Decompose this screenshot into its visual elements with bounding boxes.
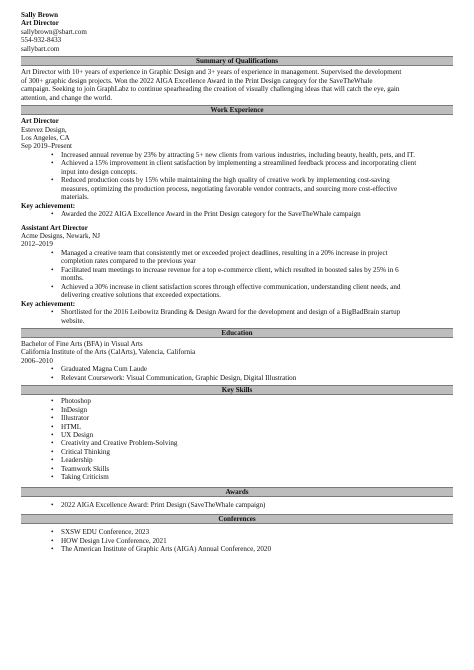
list-item xyxy=(51,266,453,283)
summary-line: Art Director with 10+ years of experience in Graphic Design and 3+ years of experience in management. Supervised the development xyxy=(21,68,402,77)
contact-email: sallybrown@sbart.com xyxy=(21,27,87,36)
contact-phone: 554-932-8433 xyxy=(21,36,62,45)
list-item-line: • Achieved a 30% increase in client satisfaction scores through effective communication, understanding client needs, and xyxy=(61,282,401,291)
resume-header xyxy=(21,11,453,53)
education-school: California Institute of the Arts (CalArts), Valencia, California xyxy=(21,348,196,357)
list-item-line: • Awarded the 2022 AIGA Excellence Award in the Print Design category for the SaveTheWhale campaign xyxy=(61,210,361,219)
list-item-line: measures, optimizing the production process, negotiating favorable vendor contracts, and sourcing more cost-effective xyxy=(61,184,398,193)
contact-website: sallybart.com xyxy=(21,44,60,53)
list-item-line: • Managed a creative team that consistently met or exceeded project deadlines, resulting in a 20% increase in project xyxy=(61,248,388,257)
list-item: • SXSW EDU Conference, 2023 xyxy=(51,528,453,536)
list-item-line: • Achieved a 15% improvement in client satisfaction by implementing a streamlined feedback process and incorporating client xyxy=(61,159,417,168)
skills-list xyxy=(21,397,453,482)
list-item xyxy=(51,210,453,218)
list-item: • Leadership xyxy=(51,456,453,464)
list-item-line: delivering creative solutions that exceeded expectations. xyxy=(61,291,221,300)
education-dates: 2006–2010 xyxy=(21,356,53,365)
job-entry xyxy=(21,117,453,218)
list-item-line: website. xyxy=(61,316,85,325)
conferences-list xyxy=(21,528,453,553)
summary-line: attention, and change the world. xyxy=(21,93,113,102)
list-item: • The American Institute of Graphic Arts (AIGA) Annual Conference, 2020 xyxy=(51,545,453,553)
job-dates: Sep 2019–Present xyxy=(21,142,73,151)
section-heading-awards: Awards xyxy=(21,487,453,497)
list-item xyxy=(51,176,453,201)
list-item-line: • Reduced production costs by 15% while maintaining the high quality of creative work by implementing cost-saving xyxy=(61,176,390,185)
awards-list xyxy=(21,501,453,509)
job-company: Estevez Design, xyxy=(21,125,67,134)
candidate-name: Sally Brown xyxy=(21,11,59,19)
list-item: • UX Design xyxy=(51,431,453,439)
section-heading-summary: Summary of Qualifications xyxy=(21,56,453,66)
section-heading-experience: Work Experience xyxy=(21,105,453,115)
job-bullets xyxy=(21,249,453,300)
list-item: • 2022 AIGA Excellence Award: Print Design (SaveTheWhale campaign) xyxy=(51,501,453,509)
list-item: • Relevant Coursework: Visual Communication, Graphic Design, Digital Illustration xyxy=(51,374,453,382)
list-item: • InDesign xyxy=(51,406,453,414)
list-item xyxy=(51,151,453,159)
list-item: • HOW Design Live Conference, 2021 xyxy=(51,537,453,545)
list-item xyxy=(51,249,453,266)
list-item: • Graduated Magna Cum Laude xyxy=(51,365,453,373)
key-achievement-label: Key achievement: xyxy=(21,299,76,308)
list-item: • Photoshop xyxy=(51,397,453,405)
candidate-title: Art Director xyxy=(21,19,59,28)
list-item xyxy=(51,283,453,300)
summary-paragraph xyxy=(21,68,453,102)
list-item: • Creativity and Creative Problem-Solving xyxy=(51,439,453,447)
summary-line: of 300+ graphic design projects. Won the 2022 AIGA Excellence Award in the Print Design category for the SaveTheWhale xyxy=(21,76,373,85)
list-item xyxy=(51,159,453,176)
section-heading-skills: Key Skills xyxy=(21,385,453,395)
achievement-bullets xyxy=(21,308,453,325)
list-item xyxy=(51,308,453,325)
list-item: • Critical Thinking xyxy=(51,448,453,456)
list-item-line: • Increased annual revenue by 23% by attracting 5+ new clients from various industries, including beauty, health, pets, and IT. xyxy=(61,150,415,159)
section-heading-conferences: Conferences xyxy=(21,514,453,524)
job-company: Acme Designs, Newark, NJ xyxy=(21,231,100,240)
list-item: • Taking Criticism xyxy=(51,473,453,481)
job-title: Assistant Art Director xyxy=(21,223,88,232)
list-item-line: • Shortlisted for the 2016 Leibowitz Branding & Design Award for the development and design of a BigBadBrain startup xyxy=(61,308,401,317)
achievement-bullets xyxy=(21,210,453,218)
education-degree: Bachelor of Fine Arts (BFA) in Visual Arts xyxy=(21,339,143,348)
list-item-line: months. xyxy=(61,274,84,283)
key-achievement-label: Key achievement: xyxy=(21,201,76,210)
job-location: Los Angeles, CA xyxy=(21,133,70,142)
list-item-line: input into design concepts. xyxy=(61,167,138,176)
summary-line: campaign. Seeking to join GraphLabz to continue spearheading the creation of visually challenging ideas that will catch the eye, gain xyxy=(21,85,400,94)
section-heading-education: Education xyxy=(21,328,453,338)
list-item-line: completion rates compared to the previous year xyxy=(61,257,196,266)
list-item: • HTML xyxy=(51,423,453,431)
job-bullets xyxy=(21,151,453,202)
job-entry xyxy=(21,224,453,325)
education-bullets xyxy=(21,365,453,382)
list-item: • Teamwork Skills xyxy=(51,465,453,473)
education-entry xyxy=(21,340,453,382)
job-dates: 2012–2019 xyxy=(21,240,53,249)
job-title: Art Director xyxy=(21,117,59,126)
list-item: • Illustrator xyxy=(51,414,453,422)
list-item-line: • Facilitated team meetings to increase revenue for a top e-commerce client, which resulted in boosted sales by 25% in 6 xyxy=(61,265,399,274)
list-item-line: materials. xyxy=(61,193,89,202)
